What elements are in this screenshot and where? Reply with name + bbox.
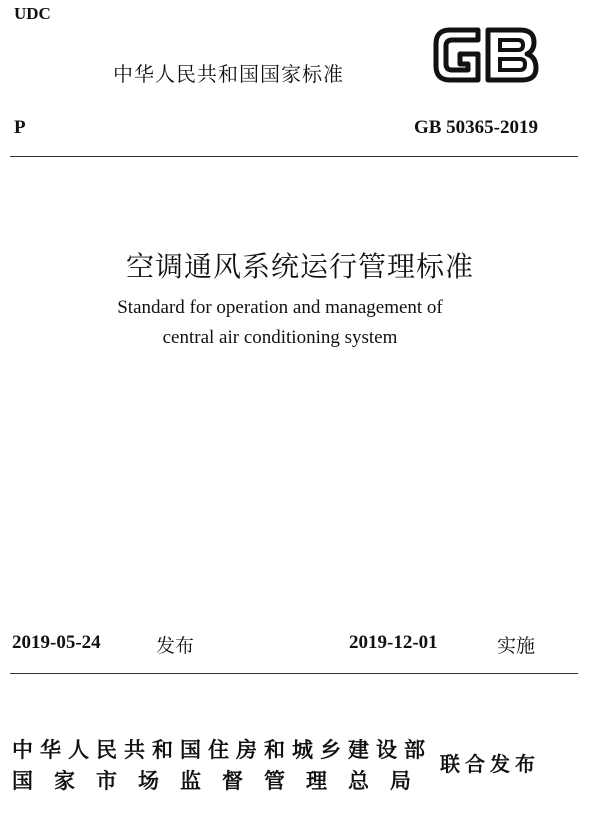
gb-logo-graphic — [430, 24, 542, 86]
implement-label: 实施 — [497, 635, 536, 657]
title-english-line1: Standard for operation and management of — [117, 297, 443, 318]
title-english-line2: central air conditioning system — [162, 327, 398, 348]
implement-date: 2019-12-01 — [349, 632, 438, 653]
top-divider — [10, 156, 578, 157]
gb-logo — [430, 24, 542, 86]
bottom-divider — [10, 673, 578, 674]
issue-date: 2019-05-24 — [12, 632, 101, 653]
national-standard-label: 中华人民共和国国家标准 — [113, 62, 344, 86]
standard-code: GB 50365-2019 — [413, 117, 538, 138]
joint-issue-label: 联合发布 — [440, 752, 540, 776]
issuer-administration: 国家市场监督管理总局 — [12, 769, 432, 793]
classification-code: P — [14, 117, 26, 138]
issuer-ministry: 中华人民共和国住房和城乡建设部 — [12, 738, 432, 762]
title-chinese: 空调通风系统运行管理标准 — [125, 250, 474, 283]
udc-label: UDC — [14, 4, 51, 23]
title-english — [0, 293, 560, 353]
issue-label: 发布 — [156, 635, 195, 657]
